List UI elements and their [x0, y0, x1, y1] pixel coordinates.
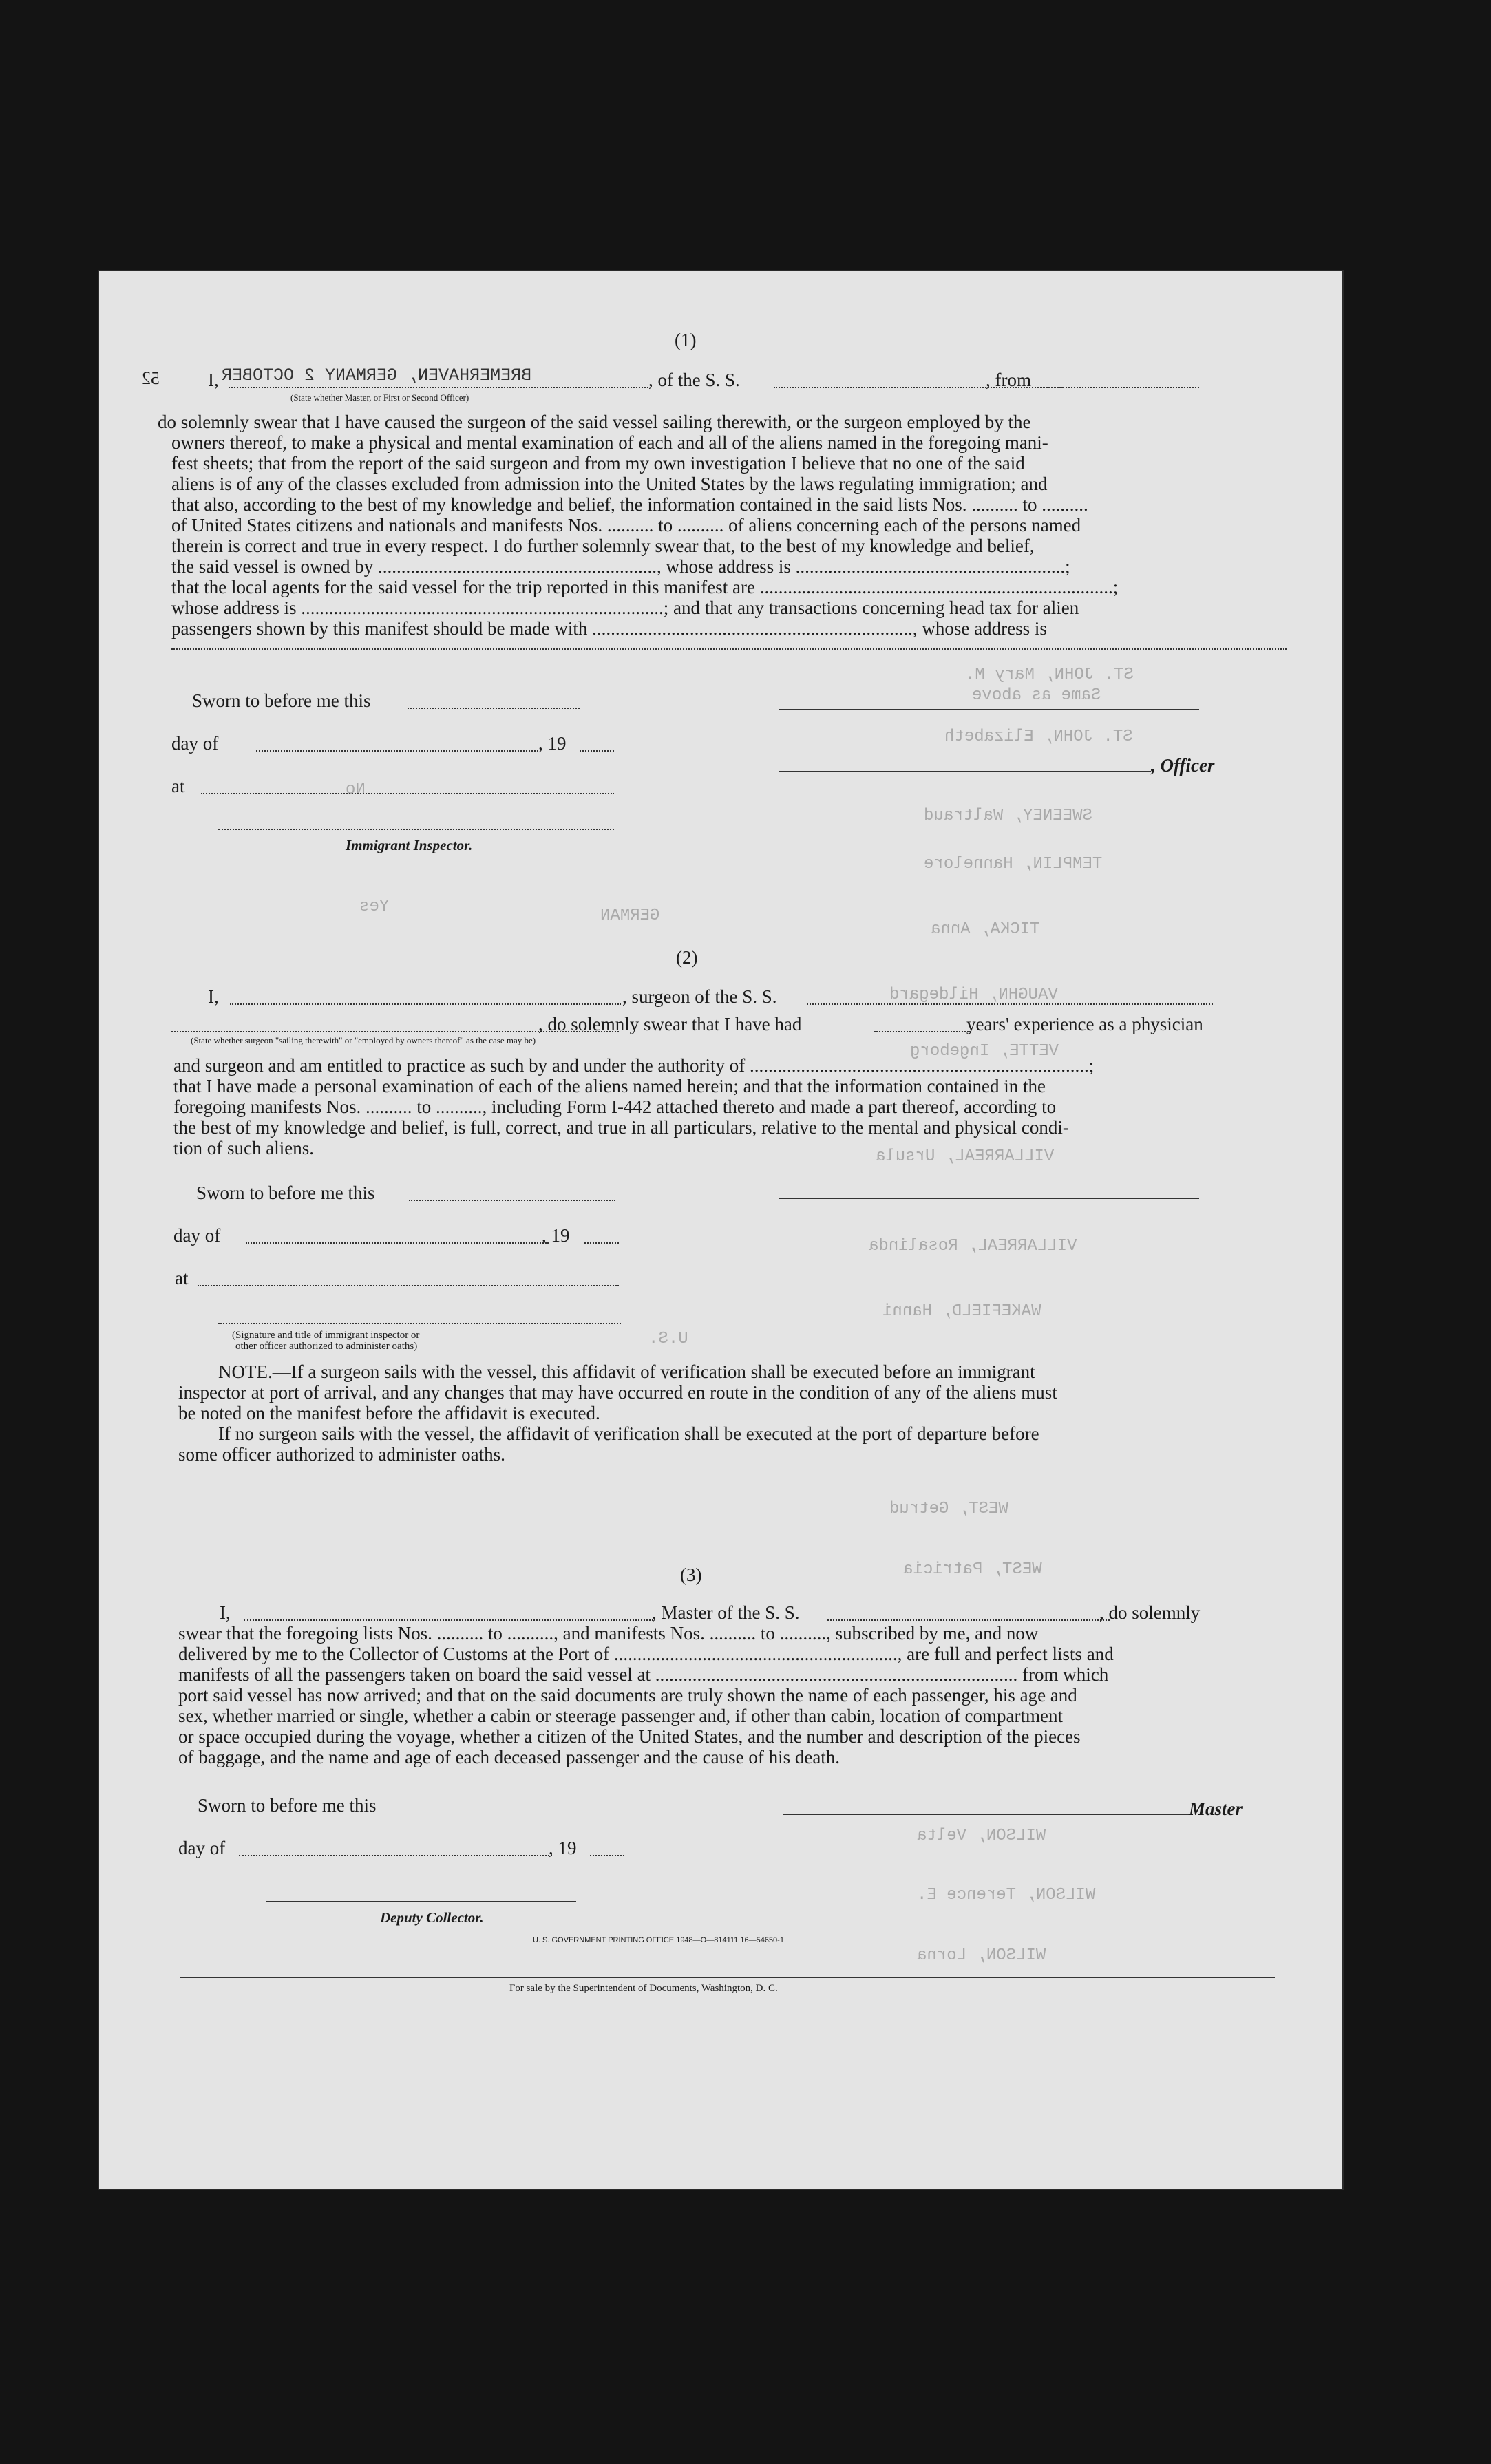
footer-rule [180, 1977, 1275, 1978]
sworn-date-field[interactable] [409, 1200, 615, 1201]
oath-line: tion of such aliens. [173, 1138, 314, 1158]
do-solemnly-label: , do solemnly [1099, 1602, 1201, 1623]
immigrant-inspector-label: Immigrant Inspector. [346, 837, 473, 853]
bleed-line: No [346, 780, 366, 799]
at-place-field[interactable] [198, 1285, 619, 1286]
deputy-collector-signature-line[interactable] [266, 1901, 576, 1902]
day-of-label: day of [173, 1225, 221, 1246]
oath-line: whose address is ..............................................................................; and that any transactions concerning head tax for alien [171, 597, 1079, 618]
of-ss-label: , of the S. S. [648, 370, 740, 390]
bleed-line: WILSON, Terence E. [917, 1886, 1096, 1904]
note-line: inspector at port of arrival, and any changes that may have occurred en route in the condition of any of the aliens must [178, 1382, 1057, 1403]
oath-line: sex, whether married or single, whether a cabin or steerage passenger and, if other than cabin, location of compartment [178, 1706, 1064, 1726]
master-label: Master [1189, 1798, 1243, 1819]
year-label: , 19 [542, 1225, 570, 1246]
from-label: , from [986, 370, 1031, 390]
sworn-label: Sworn to before me this [192, 690, 371, 711]
master-vessel-field[interactable] [827, 1619, 1110, 1621]
bleed-line: GERMAN [600, 906, 660, 925]
day-of-label: day of [171, 733, 219, 754]
sworn-label: Sworn to before me this [198, 1795, 377, 1816]
officer-label: , Officer [1151, 755, 1215, 776]
day-of-label: day of [178, 1838, 226, 1858]
sworn-date-field[interactable] [408, 708, 580, 709]
oath-line: foregoing manifests Nos. .......... to .........., including Form I-442 attached thereto and made a part thereof, according to [173, 1096, 1057, 1117]
oath-line: of baggage, and the name and age of each deceased passenger and the cause of his death. [178, 1747, 840, 1767]
section-heading-3: (3) [680, 1564, 702, 1585]
from-port-field[interactable] [1041, 387, 1199, 388]
address-continuation-field[interactable] [171, 648, 1287, 650]
oath-line: manifests of all the passengers taken on board the said vessel at .............................................................................. from which [178, 1664, 1109, 1685]
years-experience-label: years' experience as a physician [966, 1014, 1203, 1034]
sale-note: For sale by the Superintendent of Documents, Washington, D. C. [509, 1983, 778, 1994]
oath-line: or space occupied during the voyage, whether a citizen of the United States, and the number and description of the pieces [178, 1726, 1081, 1747]
oath-line: that also, according to the best of my knowledge and belief, the information contained in the said lists Nos. .......... to .......... [171, 494, 1088, 515]
i-label: I, [208, 986, 219, 1007]
at-place-field[interactable] [201, 793, 614, 794]
year-field[interactable] [590, 1855, 624, 1856]
bleed-line: SWEENEY, Waltraud [924, 807, 1092, 825]
at-label: at [175, 1268, 189, 1288]
state-whether-note: (State whether Master, or First or Second Officer) [290, 392, 469, 403]
day-of-field[interactable] [239, 1855, 552, 1856]
master-signature-line[interactable] [783, 1814, 1189, 1815]
oath-line: the said vessel is owned by ............................................................, whose address is ..........................................................; [171, 556, 1070, 577]
bleed-line: WILSON, Lorna [917, 1946, 1046, 1965]
oath-line: fest sheets; that from the report of the said surgeon and from my own investigation I believe that no one of the said [171, 453, 1025, 474]
oath-line: aliens is of any of the classes excluded from admission into the United States by the laws regulating immigration; and [171, 474, 1048, 494]
master-of-label: , Master of the S. S. [652, 1602, 800, 1623]
note-line: some officer authorized to administer oaths. [178, 1444, 505, 1465]
i-label: I, [208, 370, 219, 390]
stamp-number: 52 [142, 368, 160, 388]
year-field[interactable] [580, 750, 614, 752]
bleed-line: ST. JOHN, Elizabeth [944, 727, 1133, 746]
signature-title-field[interactable] [218, 1323, 621, 1324]
note-line: NOTE.—If a surgeon sails with the vessel, this affidavit of verification shall be executed before an immigrant [218, 1361, 1035, 1382]
year-label: , 19 [549, 1838, 577, 1858]
oath-line: passengers shown by this manifest should be made with ....................................................................., whose address is [171, 618, 1047, 639]
oath-line: port said vessel has now arrived; and that on the said documents are truly shown the name of each passenger, his age and [178, 1685, 1077, 1706]
oath-line: therein is correct and true in every respect. I do further solemnly swear that, to the best of my knowledge and belief, [171, 535, 1035, 556]
bleed-line: Same as above [972, 686, 1101, 705]
section-heading-1: (1) [675, 330, 697, 350]
note-line: If no surgeon sails with the vessel, the affidavit of verification shall be executed at the port of departure before [218, 1423, 1039, 1444]
bleed-line: TEMPLIN, Hannelore [924, 855, 1103, 873]
surgeon-vessel-field[interactable] [807, 1003, 1213, 1005]
form-sheet [98, 270, 1344, 2190]
year-field[interactable] [584, 1242, 619, 1244]
oath-line: and surgeon and am entitled to practice as such by and under the authority of .........................................................................; [173, 1055, 1095, 1076]
surgeon-signature-line[interactable] [779, 1198, 1199, 1199]
day-of-field[interactable] [256, 750, 538, 752]
note-line: be noted on the manifest before the affidavit is executed. [178, 1403, 600, 1423]
years-field[interactable] [874, 1031, 971, 1032]
bleed-line: VETTE, Ingeborg [910, 1042, 1059, 1061]
bleed-line: WEST, Getrud [889, 1500, 1008, 1518]
oath-line: swear that the foregoing lists Nos. .......... to .........., and manifests Nos. .......... to .........., subscribed by me, and now [178, 1623, 1039, 1644]
bleed-line: ST. JOHN, Mary M. [965, 666, 1134, 684]
oath-line: the best of my knowledge and belief, is full, correct, and true in all particulars, relative to the mental and physical condi- [173, 1117, 1069, 1138]
bleed-line: U.S. [648, 1330, 688, 1348]
bleed-line: TICKA, Anna [931, 920, 1040, 939]
oath-line: delivered by me to the Collector of Customs at the Port of ............................................................., are full and perfect lists and [178, 1644, 1114, 1664]
inspector-signature-field[interactable] [218, 829, 614, 830]
section-heading-2: (2) [676, 947, 698, 968]
surgeon-of-label: , surgeon of the S. S. [622, 986, 777, 1007]
swear-label: , do solemnly swear that I have had [538, 1014, 802, 1034]
i-label: I, [220, 1602, 231, 1623]
bleed-line: WILSON, Velta [917, 1827, 1046, 1845]
signature-note: (Signature and title of immigrant inspector or [232, 1330, 420, 1341]
day-of-field[interactable] [246, 1242, 549, 1244]
master-name-field[interactable] [244, 1619, 653, 1621]
oath-line: of United States citizens and nationals and manifests Nos. .......... to .......... of aliens concerning each of the persons named [171, 515, 1081, 535]
surgeon-type-note: (State whether surgeon "sailing therewith" or "employed by owners thereof" as the case may be) [191, 1035, 536, 1045]
gpo-imprint: U. S. GOVERNMENT PRINTING OFFICE 1948—O—814111 16—54650-1 [533, 1936, 784, 1944]
oath-line: that the local agents for the said vessel for the trip reported in this manifest are ............................................................................; [171, 577, 1119, 597]
officer-name-field[interactable] [229, 387, 648, 388]
deputy-collector-label: Deputy Collector. [380, 1909, 484, 1926]
bleed-line: VAUGHN, Hildegard [889, 986, 1058, 1004]
stamp-text: BREMERHAVEN, GERMANY 2 OCTOBER [222, 365, 532, 385]
officer-signature-line[interactable] [779, 709, 1199, 710]
oath-line: owners thereof, to make a physical and mental examination of each and all of the aliens named in the foregoing mani- [171, 432, 1048, 453]
at-label: at [171, 776, 185, 796]
year-label: , 19 [538, 733, 567, 754]
sworn-label: Sworn to before me this [196, 1182, 375, 1203]
bleed-line: WEST, Patricia [903, 1560, 1042, 1579]
bleed-line: Yes [359, 898, 390, 916]
surgeon-name-field[interactable] [230, 1003, 621, 1005]
bleed-line: VILLARREAL, Ursula [876, 1147, 1055, 1166]
signature-note: other officer authorized to administer oaths) [235, 1341, 418, 1352]
bleed-line: WAKEFIELD, Hanni [882, 1302, 1041, 1321]
oath-line: that I have made a personal examination of each of the aliens named herein; and that the information contained in the [173, 1076, 1046, 1096]
oath-line: do solemnly swear that I have caused the surgeon of the said vessel sailing therewith, or the surgeon employed by the [158, 412, 1031, 432]
officer-title-line[interactable] [779, 771, 1151, 772]
bleed-line: VILLARREAL, Rosalinda [869, 1237, 1077, 1255]
